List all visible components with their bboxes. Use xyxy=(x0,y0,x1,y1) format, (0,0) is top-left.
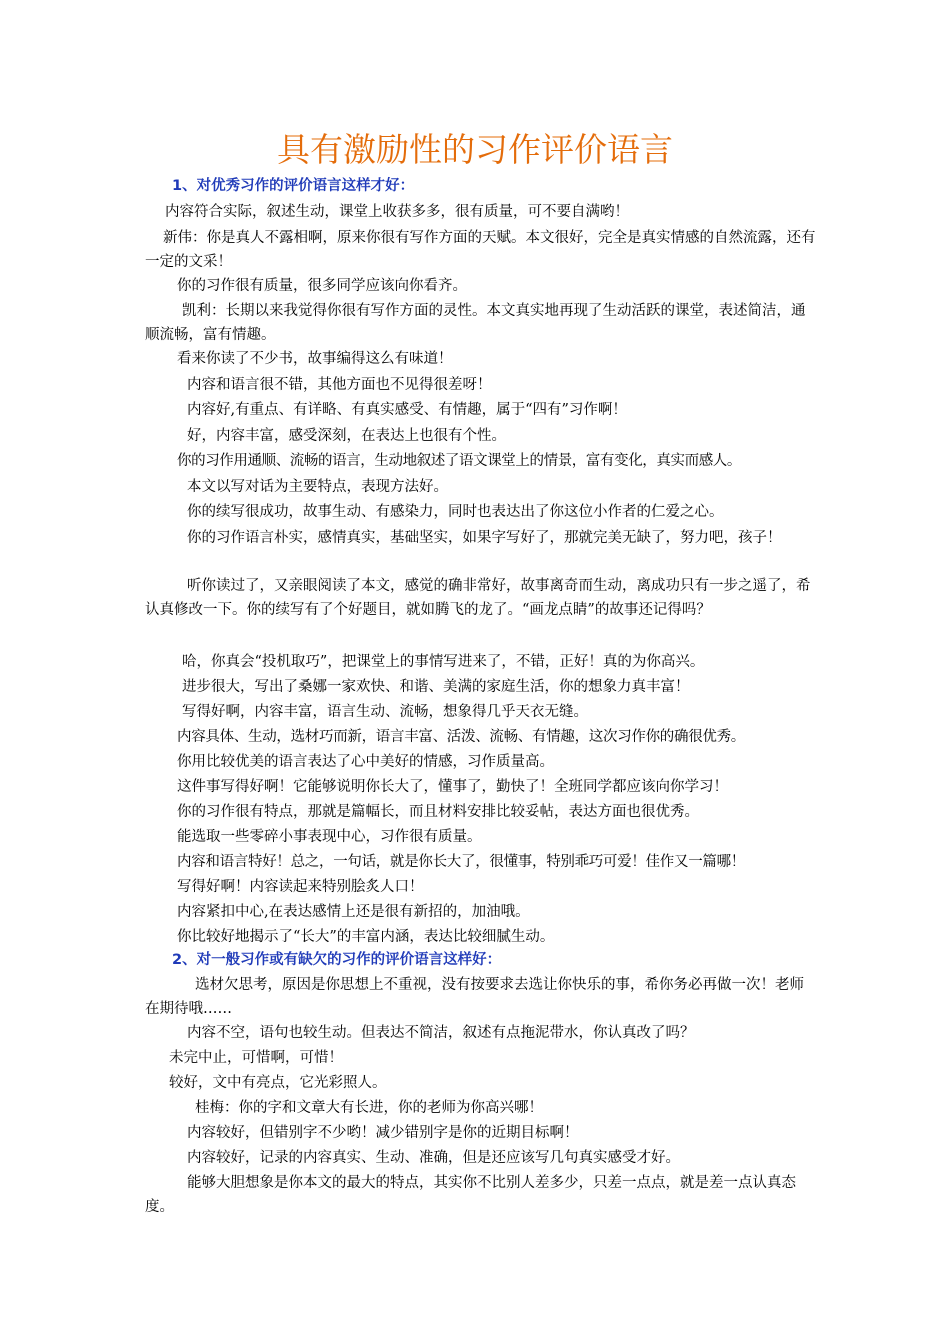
paragraph: 看来你读了不少书，故事编得这么有味道！ xyxy=(177,351,453,367)
paragraph: 选材欠思考，原因是你思想上不重视，没有按要求去选让你快乐的事，希你务必再做一次！老师在期待哦…… xyxy=(145,977,804,1017)
paragraph: 你的习作语言朴实，感情真实，基础坚实，如果字写好了，那就完美无缺了，努力吧，孩子！ xyxy=(187,530,782,546)
paragraph: 写得好啊！内容读起来特别脍炙人口！ xyxy=(177,879,424,895)
paragraph: 能够大胆想象是你本文的最大的特点，其实你不比别人差多少，只差一点点，就是差一点认真态度。 xyxy=(145,1175,796,1215)
paragraph: 内容好,有重点、有详略、有真实感受、有情趣，属于“四有”习作啊！ xyxy=(187,402,627,418)
paragraph: 进步很大，写出了桑娜一家欢快、和谐、美满的家庭生活，你的想象力真丰富！ xyxy=(182,679,690,695)
paragraph: 哈，你真会“投机取巧”，把课堂上的事情写进来了，不错，正好！真的为你高兴。 xyxy=(182,654,705,670)
paragraph: 内容符合实际，叙述生动，课堂上收获多多，很有质量，可不要自满哟！ xyxy=(165,204,629,220)
paragraph: 好，内容丰富，感受深刻，在表达上也很有个性。 xyxy=(187,428,506,444)
paragraph: 内容具体、生动，选材巧而新，语言丰富、活泼、流畅、有情趣，这次习作你的确很优秀。 xyxy=(177,729,745,745)
paragraph: 未完中止，可惜啊，可惜！ xyxy=(169,1050,343,1066)
paragraph: 你比较好地揭示了“长大”的丰富内涵，表达比较细腻生动。 xyxy=(177,929,555,945)
paragraph: 内容紧扣中心,在表达感情上还是很有新招的，加油哦。 xyxy=(177,904,530,920)
paragraph: 你的续写很成功，故事生动、有感染力，同时也表达出了你这位小作者的仁爱之心。 xyxy=(187,504,724,520)
paragraph: 这件事写得好啊！它能够说明你长大了，懂事了，勤快了！全班同学都应该向你学习！ xyxy=(177,779,728,795)
paragraph: 内容和语言特好！总之，一句话，就是你长大了，很懂事，特别乖巧可爱！佳作又一篇哪！ xyxy=(177,854,745,870)
paragraph: 内容较好，但错别字不少哟！减少错别字是你的近期目标啊！ xyxy=(187,1125,579,1141)
paragraph: 能选取一些零碎小事表现中心，习作很有质量。 xyxy=(177,829,482,845)
paragraph: 内容不空，语句也较生动。但表达不简洁，叙述有点拖泥带水，你认真改了吗？ xyxy=(187,1025,695,1041)
paragraph: 内容较好，记录的内容真实、生动、准确，但是还应该写几句真实感受才好。 xyxy=(187,1150,680,1166)
paragraph: 凯利：长期以来我觉得你很有写作方面的灵性。本文真实地再现了生动活跃的课堂，表述简洁，通顺流畅，富有情趣。 xyxy=(145,303,806,343)
paragraph: 新伟：你是真人不露相啊，原来你很有写作方面的天赋。本文很好，完全是真实情感的自然流露，还有一定的文采！ xyxy=(145,230,816,270)
paragraph: 你的习作用通顺、流畅的语言，生动地叙述了语文课堂上的情景，富有变化，真实而感人。 xyxy=(177,453,741,469)
paragraph: 写得好啊，内容丰富，语言生动、流畅，想象得几乎天衣无缝。 xyxy=(182,704,588,720)
paragraph: 听你读过了，又亲眼阅读了本文，感觉的确非常好，故事离奇而生动，离成功只有一步之遥了，希认真修改一下。你的续写有了个好题目，就如腾飞的龙了。“画龙点睛”的故事还记得吗？ xyxy=(145,578,811,618)
section-heading-2: 2、对一般习作或有缺欠的习作的评价语言这样好： xyxy=(172,952,502,968)
paragraph: 内容和语言很不错，其他方面也不见得很差呀！ xyxy=(187,377,492,393)
page-title: 具有激励性的习作评价语言 xyxy=(277,130,673,169)
paragraph: 你的习作很有质量，很多同学应该向你看齐。 xyxy=(177,278,467,294)
paragraph: 本文以写对话为主要特点，表现方法好。 xyxy=(187,479,448,495)
section-heading-1: 1、对优秀习作的评价语言这样才好： xyxy=(172,178,415,194)
paragraph: 较好，文中有亮点，它光彩照人。 xyxy=(169,1075,387,1091)
paragraph: 桂梅：你的字和文章大有长进，你的老师为你高兴哪！ xyxy=(195,1100,543,1116)
paragraph: 你的习作很有特点，那就是篇幅长，而且材料安排比较妥帖，表达方面也很优秀。 xyxy=(177,804,699,820)
paragraph: 你用比较优美的语言表达了心中美好的情感，习作质量高。 xyxy=(177,754,554,770)
